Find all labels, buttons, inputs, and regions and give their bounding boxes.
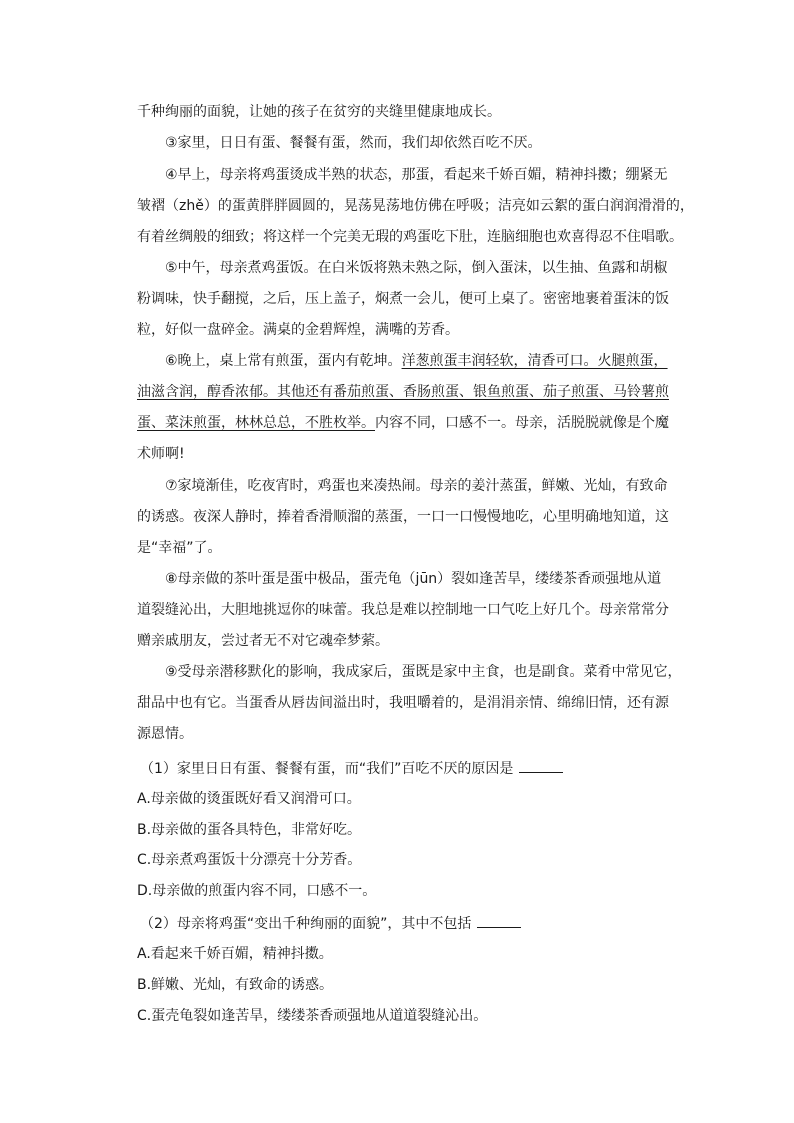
paragraph-6-line-1-plain: ⑥晚上，桌上常有煎蛋，蛋内有乾坤。 — [165, 353, 402, 369]
paragraph-9-line-3: 源恩情。 — [137, 726, 193, 742]
paragraph-2-tail: 千种绚丽的面貌，让她的孩子在贫穷的夹缝里健康地成长。 — [137, 104, 501, 120]
paragraph-6-line-2-underlined: 油滋含润，醇香浓郁。其他还有番茄煎蛋、香肠煎蛋、银鱼煎蛋、茄子煎蛋、马铃薯煎 — [137, 384, 669, 400]
paragraph-6-line-3 — [137, 413, 669, 433]
question-2 — [140, 913, 521, 933]
question-1 — [140, 758, 563, 778]
paragraph-4-line-3: 有着丝绸般的细致；将这样一个完美无瑕的鸡蛋吃下肚，连脑细胞也欢喜得忍不住唱歌。 — [137, 229, 683, 245]
paragraph-5-line-3: 粒，好似一盘碎金。满桌的金碧辉煌，满嘴的芳香。 — [137, 322, 459, 338]
paragraph-6-line-1 — [165, 351, 668, 371]
paragraph-7-line-1: ⑦家境渐佳，吃夜宵时，鸡蛋也来凑热闹。母亲的姜汁蒸蛋，鲜嫩、光灿，有致命 — [165, 478, 668, 494]
paragraph-6-line-3-underlined: 蛋、菜沫煎蛋，林林总总，不胜枚举。 — [137, 415, 375, 431]
paragraph-6-line-3-plain: 内容不同，口感不一。母亲，活脱脱就像是个魔 — [375, 415, 669, 431]
paragraph-4-line-1: ④早上，母亲将鸡蛋烫成半熟的状态，那蛋，看起来千娇百媚，精神抖擞；绷紧无 — [165, 167, 668, 183]
paragraph-7-line-3: 是“幸福”了。 — [137, 540, 222, 556]
paragraph-8-line-2: 道裂缝沁出，大胆地挑逗你的味蕾。我总是难以控制地一口气吃上好几个。母亲常常分 — [137, 602, 669, 618]
question-2-option-a: A.看起来千娇百媚，精神抖擞。 — [137, 946, 333, 962]
question-1-option-a: A.母亲做的烫蛋既好看又润滑可口。 — [137, 791, 361, 807]
question-2-text: （2）母亲将鸡蛋“变出千种绚丽的面貌”，其中不包括 — [140, 916, 472, 932]
question-2-answer-blank[interactable] — [477, 913, 521, 928]
paragraph-6-line-1-underlined: 洋葱煎蛋丰润轻软，清香可口。火腿煎蛋， — [401, 353, 668, 369]
paragraph-8-line-3: 赠亲戚朋友，尝过者无不对它魂牵梦萦。 — [137, 633, 389, 649]
question-1-option-c: C.母亲煮鸡蛋饭十分漂亮十分芳香。 — [137, 852, 362, 868]
question-1-text: （1）家里日日有蛋、餐餐有蛋，而“我们”百吃不厌的原因是 — [140, 761, 514, 777]
paragraph-7-line-2: 的诱惑。夜深人静时，捧着香滑顺溜的蒸蛋，一口一口慢慢地吃，心里明确地知道，这 — [137, 509, 669, 525]
paragraph-5-line-2: 粉调味，快手翻搅，之后，压上盖子，焖煮一会儿，便可上桌了。密密地裹着蛋沫的饭 — [137, 291, 669, 307]
paragraph-5-line-1: ⑤中午，母亲煮鸡蛋饭。在白米饭将熟未熟之际，倒入蛋沫，以生抽、鱼露和胡椒 — [165, 260, 668, 276]
paragraph-4-line-2: 皱褶（zhě）的蛋黄胖胖圆圆的，晃荡晃荡地仿佛在呼吸；洁亮如云絮的蛋白润润滑滑的， — [137, 198, 694, 214]
paragraph-6-line-4: 术师啊! — [137, 446, 185, 462]
paragraph-8-line-1: ⑧母亲做的茶叶蛋是蛋中极品，蛋壳龟（jūn）裂如逢苦旱，缕缕茶香顽强地从道 — [165, 571, 662, 587]
question-2-option-c: C.蛋壳龟裂如逢苦旱，缕缕茶香顽强地从道道裂缝沁出。 — [137, 1008, 488, 1024]
question-2-option-b: B.鲜嫩、光灿，有致命的诱惑。 — [137, 977, 334, 993]
question-1-answer-blank[interactable] — [519, 758, 563, 773]
question-1-option-b: B.母亲做的蛋各具特色，非常好吃。 — [137, 822, 362, 838]
paragraph-3: ③家里，日日有蛋、餐餐有蛋，然而，我们却依然百吃不厌。 — [165, 135, 542, 151]
paragraph-9-line-2: 甜品中也有它。当蛋香从唇齿间溢出时，我咀嚼着的，是涓涓亲情、绵绵旧情，还有源 — [137, 695, 669, 711]
question-1-option-d: D.母亲做的煎蛋内容不同，口感不一。 — [137, 883, 377, 899]
paragraph-9-line-1: ⑨受母亲潜移默化的影响，我成家后，蛋既是家中主食，也是副食。菜肴中常见它， — [165, 664, 682, 680]
